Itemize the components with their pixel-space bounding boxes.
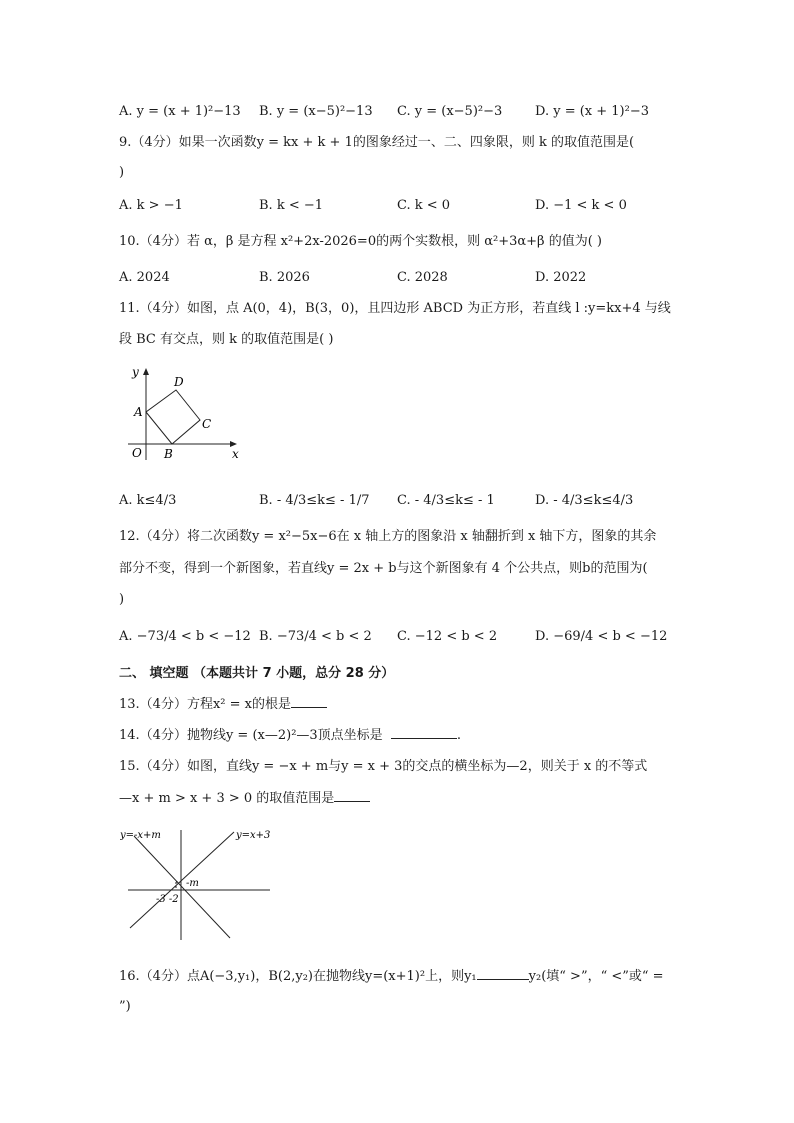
q13-answer-blank[interactable]	[291, 695, 327, 708]
q11-option-c: C. - 4/3≤k≤ - 1	[397, 493, 495, 508]
q8-options	[119, 102, 679, 122]
q11-figure	[120, 362, 250, 464]
q11-stem-line1: 11.（4分）如图，点 A(0，4)，B(3，0)，且四边形 ABCD 为正方形，若直线 l :y=kx+4 与线	[119, 301, 671, 316]
q15-label-line2: y=x+3	[236, 830, 271, 841]
q9-stem-line1: 9.（4分）如果一次函数y = kx + k + 1的图象经过一、二、四象限，则 k 的取值范围是(	[119, 135, 635, 150]
q14-tail: .	[456, 728, 461, 743]
section-2-title: 二、 填空题 （本题共计 7 小题，总分 28 分）	[119, 666, 395, 681]
q14-stem: 14.（4分）抛物线y = (x—2)²—3顶点坐标是	[119, 728, 383, 743]
q11-option-b: B. - 4/3≤k≤ - 1/7	[259, 493, 370, 508]
q15-stem-line2-text: —x + m > x + 3 > 0 的取值范围是	[119, 791, 335, 806]
q9-option-c: C. k < 0	[397, 198, 451, 213]
q9-option-a: A. k > −1	[119, 198, 183, 213]
q14-answer-blank[interactable]	[391, 726, 457, 739]
q15-figure	[120, 824, 280, 944]
q11-label-o: O	[132, 446, 142, 460]
q15-line-neg-x-plus-m	[134, 836, 230, 938]
q16-stem-text: 16.（4分）点A(−3,y₁)，B(2,y₂)在抛物线y=(x+1)²上，则y₁	[119, 969, 477, 984]
q16-stem-tail: y₂(填“ >”，“ <”或“ =	[528, 969, 664, 984]
q9-stem-line2: )	[119, 165, 125, 180]
q10-options	[119, 268, 679, 288]
q8-option-c: C. y = (x−5)²−3	[397, 104, 503, 119]
q15-label-ticks: -3 -2	[156, 894, 179, 905]
q10-option-b: B. 2026	[259, 270, 310, 285]
q9-option-b: B. k < −1	[259, 198, 324, 213]
q8-option-b: B. y = (x−5)²−13	[259, 104, 373, 119]
q11-y-arrow	[143, 368, 149, 375]
q11-options	[119, 491, 679, 511]
q15-stem-line1: 15.（4分）如图，直线y = −x + m与y = x + 3的交点的横坐标为—2，则关于 x 的不等式	[119, 759, 648, 774]
q12-option-a: A. −73/4 < b < −12	[119, 629, 251, 644]
q10-option-a: A. 2024	[119, 270, 170, 285]
q10-option-c: C. 2028	[397, 270, 448, 285]
q16-stem-line1	[119, 967, 664, 986]
q16-answer-blank[interactable]	[477, 967, 529, 980]
q11-label-a: A	[134, 405, 143, 419]
q10-stem: 10.（4分）若 α，β 是方程 x²+2x-2026=0的两个实数根，则 α²+3α+β 的值为( )	[119, 234, 602, 249]
q11-label-b: B	[164, 447, 173, 461]
q11-label-d: D	[174, 375, 184, 389]
q11-label-x: x	[232, 447, 239, 461]
q14	[119, 726, 461, 745]
q15-label-line1: y=-x+m	[120, 830, 161, 841]
q12-option-c: C. −12 < b < 2	[397, 629, 498, 644]
q9-options	[119, 196, 679, 216]
q11-square-abcd	[146, 390, 200, 444]
q13-stem: 13.（4分）方程x² = x的根是	[119, 697, 291, 712]
q12-options	[119, 627, 679, 647]
q15-line-x-plus-3	[130, 832, 234, 928]
q12-stem-line1: 12.（4分）将二次函数y = x²−5x−6在 x 轴上方的图象沿 x 轴翻折到 x 轴下方，图象的其余	[119, 529, 657, 544]
q12-option-b: B. −73/4 < b < 2	[259, 629, 372, 644]
q11-option-d: D. - 4/3≤k≤4/3	[535, 493, 634, 508]
q11-stem-line2: 段 BC 有交点，则 k 的取值范围是( )	[119, 332, 334, 347]
q15-label-m: -m	[186, 878, 199, 889]
q16-stem-line2: ”)	[119, 999, 131, 1014]
q12-stem-line2: 部分不变，得到一个新图象，若直线y = 2x + b与这个新图象有 4 个公共点，则b的范围为(	[119, 561, 648, 576]
q10-option-d: D. 2022	[535, 270, 587, 285]
q13	[119, 695, 327, 714]
q8-option-d: D. y = (x + 1)²−3	[535, 104, 650, 119]
q15-stem-line2	[119, 789, 370, 808]
q12-stem-line3: )	[119, 592, 125, 607]
q8-option-a: A. y = (x + 1)²−13	[119, 104, 241, 119]
q11-label-c: C	[202, 417, 212, 431]
q11-label-y: y	[132, 365, 139, 379]
q15-answer-blank[interactable]	[334, 789, 370, 802]
q9-option-d: D. −1 < k < 0	[535, 198, 627, 213]
q11-option-a: A. k≤4/3	[119, 493, 177, 508]
q12-option-d: D. −69/4 < b < −12	[535, 629, 668, 644]
